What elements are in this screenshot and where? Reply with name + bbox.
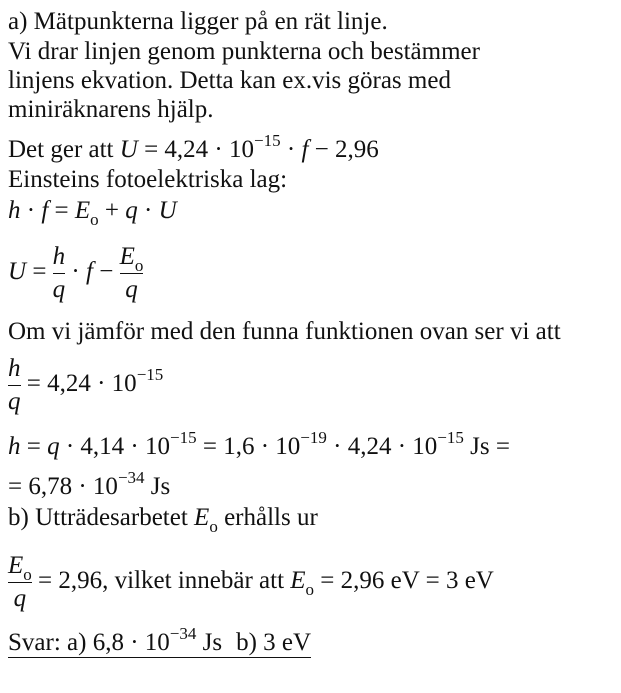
num-e-sub: o <box>23 565 32 584</box>
compare-text: Om vi jämför med den funna funktionen ovan ser vi att <box>8 318 561 345</box>
calc-exp-3: −15 <box>437 428 464 447</box>
num-e: E <box>119 243 135 270</box>
h-result <box>8 468 171 502</box>
rearr-minus: − <box>92 258 120 286</box>
rearranged-equation <box>8 243 143 304</box>
part-b-e: E <box>194 504 210 531</box>
result-exponent: −34 <box>117 468 145 487</box>
line-equation <box>8 131 379 165</box>
law-e-sub: o <box>90 210 99 229</box>
intro-line-4: miniräknarens hjälp. <box>8 96 214 123</box>
part-b-e-sub: o <box>209 517 218 536</box>
law-dot-2: · <box>137 197 159 224</box>
fraction-denominator: q <box>52 276 66 303</box>
law-eq: = <box>48 197 75 224</box>
num-e: E <box>8 552 24 579</box>
fraction-e0-over-q <box>8 552 32 613</box>
calc-part-3: · 4,24 · 10 <box>326 433 438 460</box>
law-u: U <box>158 197 177 224</box>
rearr-u: U <box>8 258 27 286</box>
calc-exp-1: −15 <box>170 428 197 447</box>
fraction-numerator <box>8 552 32 584</box>
law-e: E <box>74 197 91 224</box>
fraction-h-over-q <box>8 355 21 416</box>
part-b-pre: b) Utträdesarbetet <box>8 504 195 531</box>
answer-line <box>8 624 312 658</box>
line-eq-tail: − 2,96 <box>308 136 379 163</box>
calc-part-1: · 4,14 · 10 <box>59 433 171 460</box>
result-value: = 6,78 · 10 <box>8 473 118 500</box>
e0-e: E <box>290 567 306 595</box>
line-eq-prefix: Det ger att <box>8 136 120 163</box>
e0-equation <box>8 552 494 613</box>
fraction-e0-over-q <box>120 243 144 304</box>
var-u: U <box>119 136 138 163</box>
e0-mid: = 2,96, vilket innebär att <box>31 567 291 595</box>
num-e-sub: o <box>134 256 144 275</box>
answer-b: b) 3 eV <box>236 629 312 656</box>
law-dot-1: · <box>20 197 42 224</box>
fraction-denominator: q <box>8 388 21 415</box>
answer-text <box>8 624 312 658</box>
calc-h: h <box>8 433 21 460</box>
fraction-denominator: q <box>125 276 138 303</box>
law-plus: + <box>98 197 126 224</box>
fraction-bar <box>8 385 21 386</box>
line-eq-value: = 4,24 · 10 <box>137 136 255 163</box>
answer-a-unit: Js <box>196 629 223 656</box>
law-h: h <box>8 197 21 224</box>
rearr-f: f <box>86 258 93 286</box>
fraction-numerator: h <box>8 355 21 382</box>
e0-e-sub: o <box>305 580 315 600</box>
calc-eq: = <box>20 433 48 460</box>
answer-a-exponent: −34 <box>169 624 197 643</box>
line-eq-exponent: −15 <box>254 131 281 150</box>
ratio-rhs: = 4,24 · 10 <box>20 370 137 398</box>
fraction-numerator: h <box>52 243 66 270</box>
answer-a: Svar: a) 6,8 · 10 <box>8 629 170 656</box>
fraction-bar <box>53 273 66 274</box>
intro-line-3: linjens ekvation. Detta kan ex.vis göras med <box>8 67 451 94</box>
ratio-equation <box>8 355 163 416</box>
calc-tail: Js = <box>463 433 510 460</box>
e0-tail: = 2,96 eV = 3 eV <box>314 567 494 595</box>
result-unit: Js <box>144 473 171 500</box>
calc-part-2: = 1,6 · 10 <box>196 433 301 460</box>
var-f: f <box>301 136 309 163</box>
h-calculation <box>8 428 510 462</box>
rearr-dot: · <box>65 258 86 286</box>
law-q: q <box>125 197 138 224</box>
fraction-h-over-q <box>53 243 66 304</box>
intro-line-1: a) Mätpunkterna ligger på en rät linje. <box>8 8 388 35</box>
calc-exp-2: −19 <box>300 428 327 447</box>
einstein-heading: Einsteins fotoelektriska lag: <box>8 166 288 193</box>
rearr-eq: = <box>26 258 53 286</box>
ratio-exponent: −15 <box>136 365 164 385</box>
part-b-post: erhålls ur <box>217 504 318 531</box>
law-f: f <box>41 197 49 224</box>
einstein-law <box>8 196 177 229</box>
fraction-denominator: q <box>13 585 27 612</box>
calc-q: q <box>47 433 60 460</box>
line-eq-dot: · <box>280 136 302 163</box>
fraction-numerator <box>119 243 144 275</box>
part-b-intro <box>8 503 318 536</box>
intro-line-2: Vi drar linjen genom punkterna och bestämmer <box>8 38 480 65</box>
